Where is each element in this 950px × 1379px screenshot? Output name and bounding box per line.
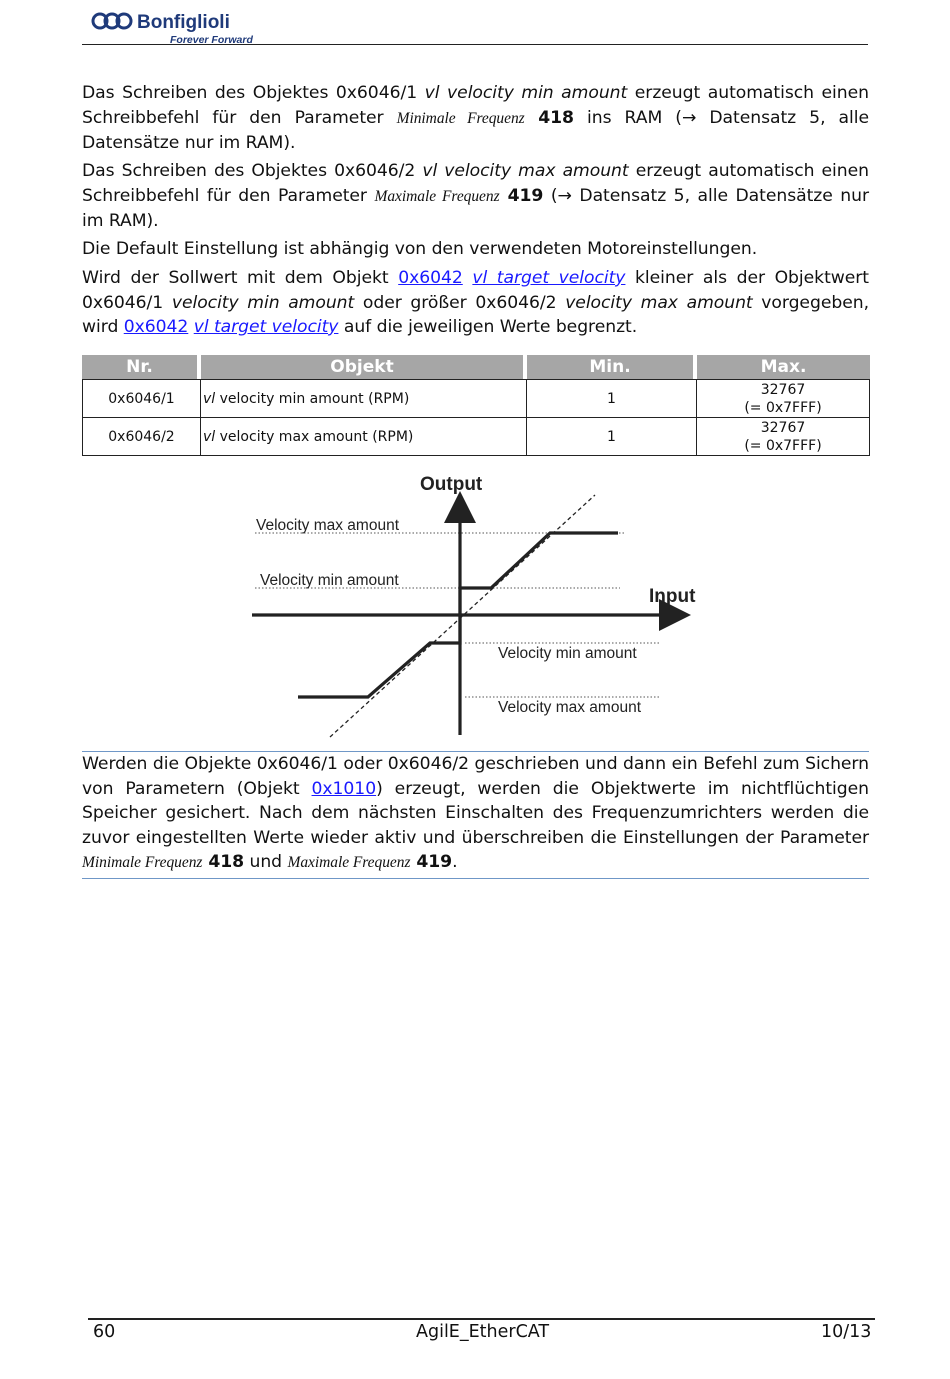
cell-nr: 0x6046/2 xyxy=(82,418,201,456)
cell-max: 32767 (= 0x7FFF) xyxy=(697,379,870,418)
link-0x6042-second[interactable]: 0x6042 xyxy=(123,317,189,337)
logo-tagline-text: Forever Forward xyxy=(170,34,253,46)
cell-min: 1 xyxy=(527,418,697,456)
table-row xyxy=(82,379,870,418)
note-paragraph: Werden die Objekte 0x6046/1 oder 0x6046/2 geschrieben und dann ein Befehl zum Sichern von Parametern (Objekt 0x1010) erzeugt, werden die Objektwerte im nichtflüchtigen Speicher gesichert. Nach dem nächsten Einschalten des Frequenzumrichters werden die zuvor eingestellten Werte wieder aktiv und überschreiben die Einstellungen der Parameter Minimale Frequenz 418 und Maximale Frequenz 419. xyxy=(82,754,869,872)
input-label: Input xyxy=(649,586,696,607)
table-row xyxy=(82,418,870,456)
velocity-limit-diagram xyxy=(230,465,730,745)
vmin-top-label: Velocity min amount xyxy=(260,572,399,589)
logo-brand-text: Bonfiglioli xyxy=(137,12,230,33)
object-table xyxy=(82,355,870,456)
negative-characteristic xyxy=(298,615,460,697)
cell-nr: 0x6046/1 xyxy=(82,379,201,418)
cell-max: 32767 (= 0x7FFF) xyxy=(697,418,870,456)
document-name: AgilE_EtherCAT xyxy=(416,1322,550,1342)
link-target-velocity[interactable]: vl target velocity xyxy=(472,268,626,288)
cell-objekt: vl velocity min amount (RPM) xyxy=(201,379,527,418)
header-divider xyxy=(82,44,868,45)
paragraph-limit: Wird der Sollwert mit dem Objekt 0x6042 vl target velocity kleiner als der Objektwert 0x6046/1 velocity min amount oder größer 0x6046/2 velocity max amount vorgegeben, wird 0x6042 vl target velocity auf die jeweiligen Werte begrenzt. xyxy=(82,268,869,337)
vmax-top-label: Velocity max amount xyxy=(256,517,400,534)
cell-min: 1 xyxy=(527,379,697,418)
page-number: 60 xyxy=(93,1322,116,1342)
link-target-velocity-second[interactable]: vl target velocity xyxy=(193,317,339,337)
footer-divider xyxy=(88,1318,875,1320)
cell-objekt: vl velocity max amount (RPM) xyxy=(201,418,527,456)
note-bottom-rule xyxy=(82,878,869,879)
header-nr: Nr. xyxy=(82,355,201,379)
output-label: Output xyxy=(420,474,483,495)
header-min: Min. xyxy=(527,355,697,379)
link-0x1010[interactable]: 0x1010 xyxy=(311,778,377,799)
bonfiglioli-logo xyxy=(90,8,265,46)
link-0x6042[interactable]: 0x6042 xyxy=(398,268,463,288)
header-objekt: Objekt xyxy=(201,355,527,379)
paragraph-min-amount: Das Schreiben des Objektes 0x6046/1 vl velocity min amount erzeugt automatisch einen Schreibbefehl für den Parameter Minimale Frequenz 418 ins RAM (→ Datensatz 5, alle Datensätze nur im RAM). xyxy=(82,83,869,153)
paragraph-default: Die Default Einstellung ist abhängig von den verwendeten Motoreinstellungen. xyxy=(82,239,758,259)
vmax-bottom-label: Velocity max amount xyxy=(498,699,642,716)
positive-characteristic xyxy=(460,533,618,615)
paragraph-max-amount: Das Schreiben des Objektes 0x6046/2 vl velocity max amount erzeugt automatisch einen Schreibbefehl für den Parameter Maximale Frequenz 419 (→ Datensatz 5, alle Datensätze nur im RAM). xyxy=(82,161,870,231)
header-max: Max. xyxy=(697,355,870,379)
document-date: 10/13 xyxy=(821,1322,872,1342)
vmin-bottom-label: Velocity min amount xyxy=(498,645,637,662)
